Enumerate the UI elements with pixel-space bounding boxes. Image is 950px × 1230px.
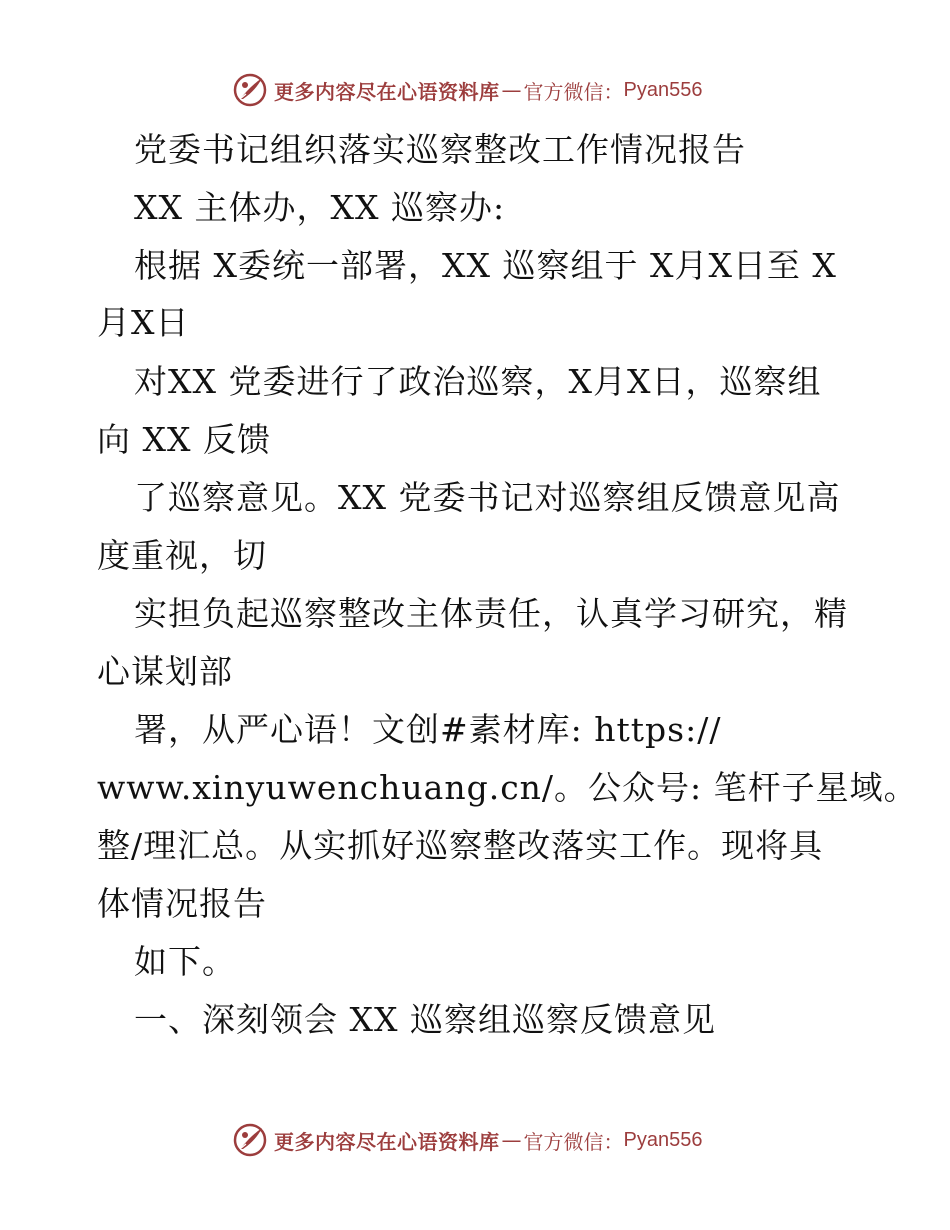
paragraph-line: 心谋划部: [97, 652, 233, 691]
paragraph-line: 对XX 党委进行了政治巡察，X月X日，巡察组: [134, 362, 822, 401]
watermark-dash: —: [501, 78, 522, 102]
document-title: 党委书记组织落实巡察整改工作情况报告: [134, 130, 746, 169]
header-watermark: [232, 72, 702, 108]
paragraph-line: 实担负起巡察整改主体责任，认真学习研究，精: [134, 594, 848, 633]
watermark-brand: 更多内容尽在心语资料库: [274, 79, 500, 104]
paragraph-line: 整/理汇总。从实抓好巡察整改落实工作。现将具: [97, 826, 824, 865]
paragraph-line: 度重视，切: [97, 536, 267, 575]
paragraph-line: 根据 X委统一部署，XX 巡察组于 X月X日至 X: [134, 246, 837, 285]
watermark-wechat-label: 官方微信：: [523, 79, 624, 104]
watermark-dash: —: [501, 1128, 522, 1152]
watermark-brand: 更多内容尽在心语资料库: [274, 1129, 500, 1154]
watermark-account: Pyan556: [623, 1128, 703, 1151]
quill-pen-logo-icon: [232, 72, 268, 108]
paragraph-line: www.xinyuwenchuang.cn/。公众号: 笔杆子星域。: [97, 768, 918, 807]
paragraph-line: 署，从严心语！文创#素材库: https://: [134, 710, 722, 749]
paragraph-line: 向 XX 反馈: [97, 420, 271, 459]
paragraph-line: 如下。: [134, 942, 236, 981]
quill-pen-logo-icon: [232, 1122, 268, 1158]
footer-watermark: [232, 1122, 702, 1158]
watermark-wechat-label: 官方微信：: [523, 1129, 624, 1154]
paragraph-line: 了巡察意见。XX 党委书记对巡察组反馈意见高: [134, 478, 841, 517]
paragraph-line: 体情况报告: [97, 884, 267, 923]
document-addressee: XX 主体办，XX 巡察办:: [134, 188, 506, 227]
section-heading: 一、深刻领会 XX 巡察组巡察反馈意见: [134, 1000, 716, 1039]
paragraph-line: 月X日: [97, 303, 190, 342]
watermark-account: Pyan556: [623, 78, 703, 101]
